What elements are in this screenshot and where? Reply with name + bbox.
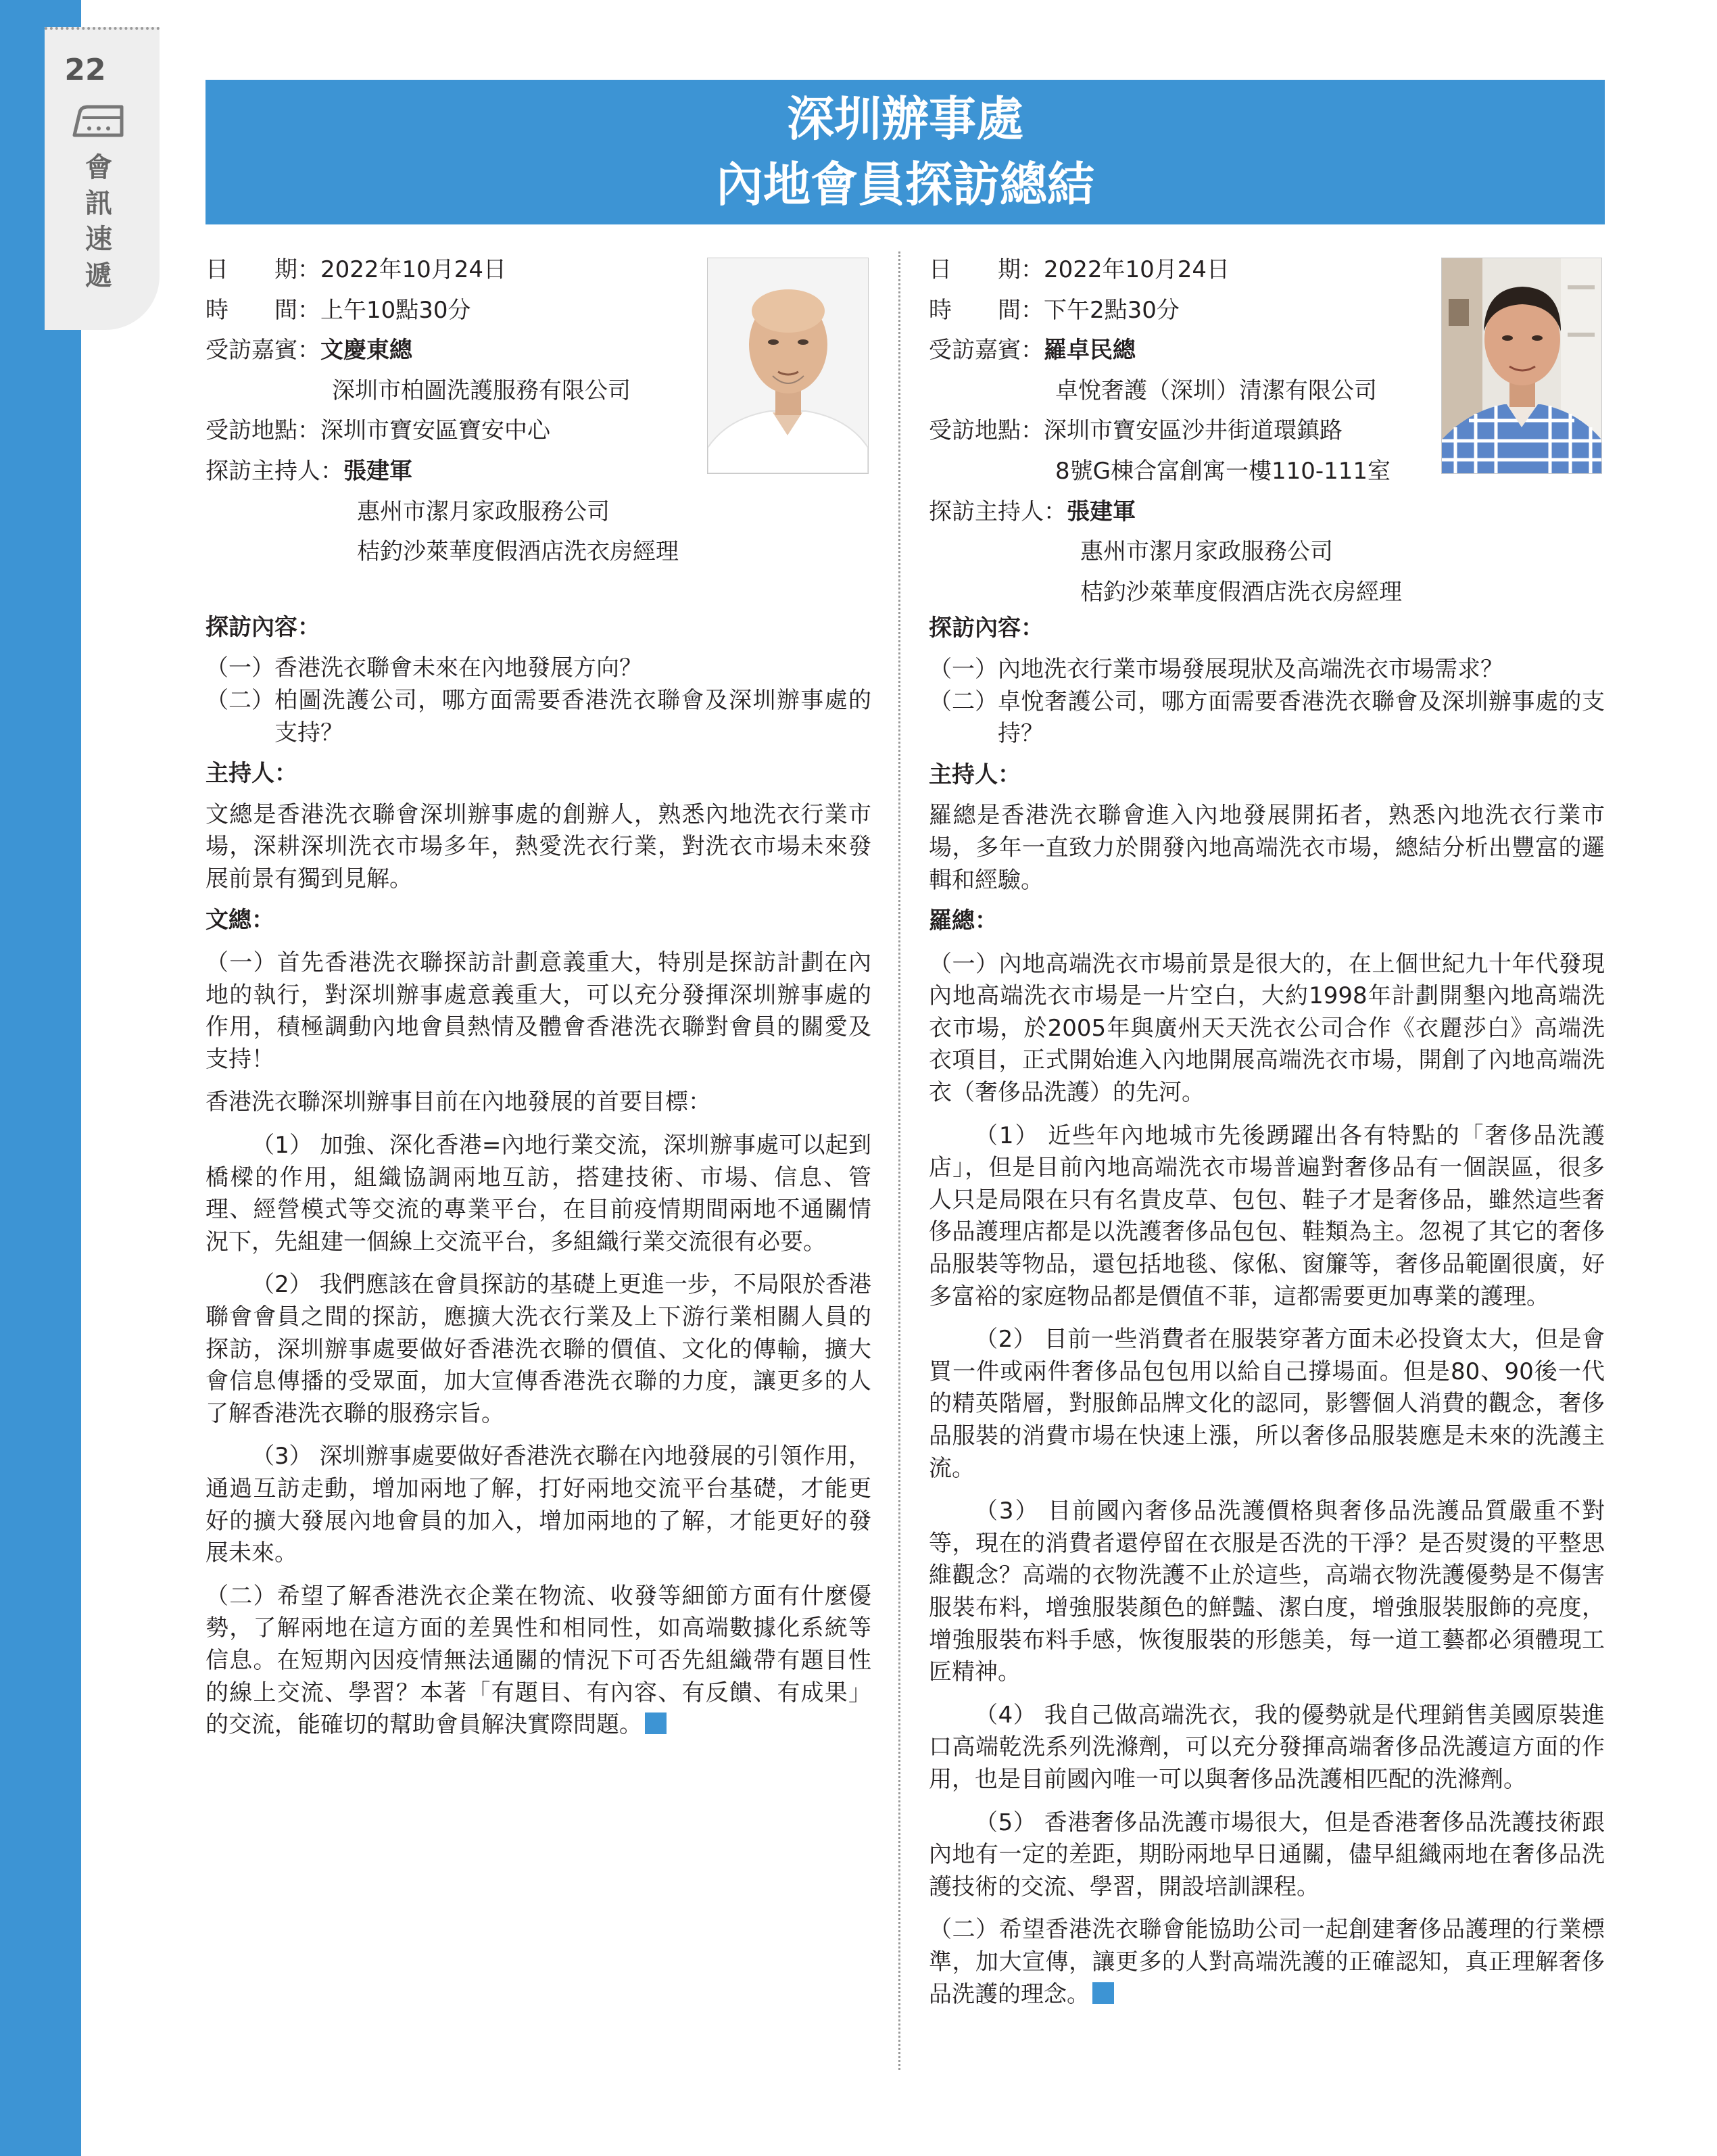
speaker-heading: 羅總： — [929, 907, 998, 935]
answer-1 — [205, 947, 871, 1076]
question-item — [205, 652, 871, 685]
host-company-row — [929, 532, 1605, 573]
host-label: 探訪主持人： — [205, 457, 343, 485]
title-line-2: 內地會員探訪總結 — [716, 157, 1094, 212]
answer-2 — [929, 1914, 1605, 2011]
end-mark-icon — [645, 1712, 667, 1734]
host-title: 桔釣沙萊華度假酒店洗衣房經理 — [357, 538, 679, 566]
place-value-line2: 8號G棟合富創寓一樓110-111室 — [1055, 457, 1391, 485]
host-title-row — [929, 573, 1605, 613]
title-banner — [205, 80, 1605, 224]
question-text: 內地洗衣行業市場發展現狀及高端洗衣市場需求？ — [998, 655, 1503, 683]
question-text: 卓悅奢護公司，哪方面需要香港洗衣聯會及深圳辦事處的支持？ — [998, 688, 1605, 748]
section-label-char: 會 — [85, 152, 112, 183]
answer-marker: （一） — [205, 949, 277, 977]
answer-2-text: （二）希望了解香港洗衣企業在物流、收發等細節方面有什麼優勢，了解兩地在這方面的差異性和相同性，如高端數據化系統等信息。在短期內因疫情無法通關的情況下可否先組織帶有題目性的線上交流、學習？本著「有題目、有內容、有反饋、有成果」的交流，能確切的幫助會員解決實際問題。 — [205, 1582, 871, 1739]
guest-company: 深圳市柏圖洗護服務有限公司 — [332, 377, 631, 404]
date-value: 2022年10月24日 — [1044, 256, 1230, 283]
date-label: 日 期： — [205, 256, 320, 283]
question-item — [929, 654, 1605, 686]
question-item — [929, 686, 1605, 750]
host-intro: 羅總是香港洗衣聯會進入內地發展開拓者，熟悉內地洗衣行業市場，多年一直致力於開發內地高端洗衣市場，總結分析出豐富的邏輯和經驗。 — [929, 802, 1605, 894]
content-heading: 探訪內容： — [929, 615, 1044, 642]
section-label — [82, 150, 116, 294]
answer-1 — [929, 949, 1605, 1109]
point-paragraph: （1） 近些年內地城市先後踴躍出各有特點的「奢侈品洗護店」，但是目前內地高端洗衣市場普遍對奢侈品有一個誤區，很多人只是局限在只有名貴皮草、包包、鞋子才是奢侈品，雖然這些奢侈品護理店都是以洗護奢侈品包包、鞋類為主。忽視了其它的奢侈品服裝等物品，還包括地毯、傢俬、窗簾等，奢侈品範圍很廣，好多富裕的家庭物品都是價值不菲，這都需要更加專業的護理。 — [929, 1122, 1605, 1310]
host-company-row — [205, 492, 871, 533]
host-name: 張建軍 — [343, 457, 412, 485]
time-value: 上午10點30分 — [320, 296, 471, 324]
point-paragraph: （4） 我自己做高端洗衣，我的優勢就是代理銷售美國原裝進口高端乾洗系列洗滌劑，可以充分發揮高端奢侈品洗護這方面的作用，也是目前國內唯一可以與奢侈品洗護相匹配的洗滌劑。 — [929, 1701, 1605, 1793]
question-marker: （一） — [929, 655, 998, 683]
guest-label: 受訪嘉賓： — [205, 337, 320, 364]
guest-company: 卓悅奢護（深圳）清潔有限公司 — [1055, 377, 1377, 404]
place-value: 深圳市寶安區寶安中心 — [320, 417, 550, 445]
guest-label: 受訪嘉賓： — [929, 337, 1044, 364]
place-label: 受訪地點： — [205, 417, 320, 445]
date-value: 2022年10月24日 — [320, 256, 507, 283]
answer-2 — [205, 1581, 871, 1742]
question-marker: （二） — [205, 686, 274, 714]
place-label: 受訪地點： — [929, 417, 1044, 445]
question-text: 柏圖洗護公司，哪方面需要香港洗衣聯會及深圳辦事處的支持？ — [274, 686, 871, 746]
point-paragraph: （1） 加強、深化香港=內地行業交流，深圳辦事處可以起到橋樑的作用，組織協調兩地互訪，搭建技術、市場、信息、管理、經營模式等交流的專業平台，在目前疫情期間兩地不通關情況下，先組建一個線上交流平台，多組織行業交流很有必要。 — [205, 1132, 871, 1255]
answer-text: 內地高端洗衣市場前景是很大的，在上個世紀九十年代發現內地高端洗衣市場是一片空白，大約1998年計劃開墾內地高端洗衣市場，於2005年與廣州天天洗衣公司合作《衣麗莎白》高端洗衣項目，正式開始進入內地開展高端洗衣市場，開創了內地高端洗衣（奢侈品洗護）的先河。 — [929, 950, 1605, 1107]
host-heading: 主持人： — [929, 761, 1021, 788]
answer-marker: （一） — [929, 950, 999, 978]
answer-2-text: （二）希望香港洗衣聯會能協助公司一起創建奢侈品護理的行業標準，加大宣傳，讓更多的人對高端洗護的正確認知，真正理解奢侈品洗護的理念。 — [929, 1916, 1605, 2008]
guest-name: 羅卓民總 — [1044, 337, 1136, 364]
question-marker: （二） — [929, 688, 998, 715]
host-row — [929, 492, 1605, 533]
host-intro: 文總是香港洗衣聯會深圳辦事處的創辦人，熟悉內地洗衣行業市場，深耕深圳洗衣市場多年，熱愛洗衣行業，對洗衣市場未來發展前景有獨到見解。 — [205, 800, 871, 892]
host-label: 探訪主持人： — [929, 498, 1067, 525]
question-item — [205, 685, 871, 749]
host-company: 惠州市潔月家政服務公司 — [357, 498, 610, 525]
column-divider — [898, 251, 900, 2070]
date-label: 日 期： — [929, 256, 1044, 283]
content-heading: 探訪內容： — [205, 613, 320, 641]
guest-photo-left — [707, 258, 869, 474]
host-title-row — [205, 532, 871, 573]
host-heading: 主持人： — [205, 760, 297, 788]
title-line-1: 深圳辦事處 — [787, 91, 1023, 147]
answer-text: 首先香港洗衣聯探訪計劃意義重大，特別是探訪計劃在內地的執行，對深圳辦事處意義重大，可以充分發揮深圳辦事處的作用，積極調動內地會員熱情及體會香港洗衣聯對會員的關愛及支持！ — [205, 949, 872, 1073]
point-paragraph: （5） 香港奢侈品洗護市場很大，但是香港奢侈品洗護技術跟內地有一定的差距，期盼兩地早日通關，儘早組織兩地在奢侈品洗護技術的交流、學習，開設培訓課程。 — [929, 1808, 1605, 1900]
host-title: 桔釣沙萊華度假酒店洗衣房經理 — [1080, 578, 1402, 606]
page-number: 22 — [64, 53, 106, 87]
tab-dotted-edge — [45, 27, 160, 30]
host-name: 張建軍 — [1067, 498, 1136, 525]
question-text: 香港洗衣聯會未來在內地發展方向？ — [274, 654, 642, 682]
question-marker: （一） — [205, 654, 274, 682]
speaker-heading: 文總： — [205, 906, 274, 934]
point-paragraph: （3） 目前國內奢侈品洗護價格與奢侈品洗護品質嚴重不對等，現在的消費者還停留在衣服是否洗的干淨？是否熨燙的平整思維觀念？高端的衣物洗護不止於這些，高端衣物洗護優勢是不傷害服裝布料，增強服裝顏色的鮮豔、潔白度，增強服裝服飾的亮度，增強服裝布料手感，恢復服裝的形態美，每一道工藝都必須體現工匠精神。 — [929, 1498, 1605, 1686]
guest-photo-right — [1441, 258, 1602, 474]
host-company: 惠州市潔月家政服務公司 — [1080, 538, 1333, 566]
section-label-char: 遞 — [85, 260, 112, 291]
end-mark-icon — [1092, 1982, 1114, 2004]
time-value: 下午2點30分 — [1044, 296, 1180, 324]
place-value: 深圳市寶安區沙井街道環鎮路 — [1044, 417, 1343, 445]
goal-intro: 香港洗衣聯深圳辦事目前在內地發展的首要目標： — [205, 1088, 711, 1116]
point-paragraph: （2） 目前一些消費者在服裝穿著方面未必投資太大，但是會買一件或兩件奢侈品包包用以給自己撐場面。但是80、90後一代的精英階層，對服飾品牌文化的認同，影響個人消費的觀念，奢侈品服裝的消費市場在快速上漲，所以奢侈品服裝應是未來的洗護主流。 — [929, 1326, 1605, 1482]
time-label: 時 間： — [205, 296, 320, 324]
section-label-char: 速 — [85, 224, 112, 256]
time-label: 時 間： — [929, 296, 1044, 324]
point-paragraph: （2） 我們應該在會員探訪的基礎上更進一步，不局限於香港聯會會員之間的探訪，應擴大洗衣行業及上下游行業相關人員的探訪，深圳辦事處要做好香港洗衣聯的價值、文化的傳輸，擴大會信息傳播的受眾面，加大宣傳香港洗衣聯的力度，讓更多的人了解香港洗衣聯的服務宗旨。 — [205, 1271, 871, 1427]
guest-name: 文慶東總 — [320, 337, 412, 364]
iron-icon — [72, 103, 124, 141]
right-column — [929, 250, 1605, 2011]
section-label-char: 訊 — [85, 188, 112, 220]
point-paragraph: （3） 深圳辦事處要做好香港洗衣聯在內地發展的引領作用，通過互訪走動，增加兩地了解，打好兩地交流平台基礎，才能更好的擴大發展內地會員的加入，增加兩地的了解，才能更好的發展未來。 — [205, 1443, 871, 1567]
